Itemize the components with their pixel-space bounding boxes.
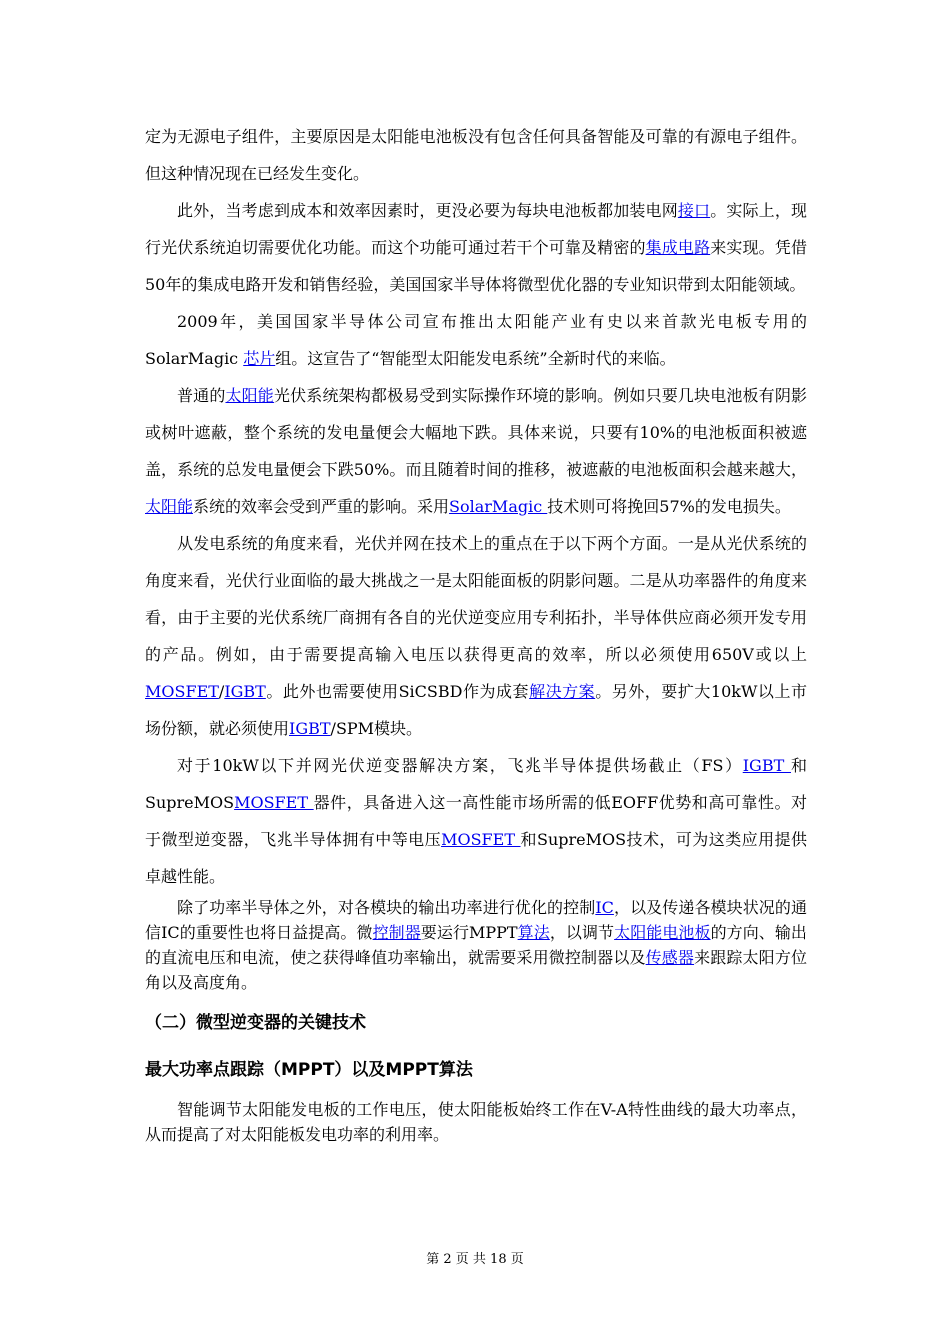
paragraph-text: 来跟踪太阳方位角以及高度角。 xyxy=(145,948,807,992)
paragraph-text: 从发电系统的角度来看，光伏并网在技术上的重点在于以下两个方面。一是从光伏系统的角度来看，光伏行业面临的最大挑战之一是太阳能面板的阴影问题。二是从功率器件的角度来看，由于主要的光伏系统厂商拥有各自的光伏逆变应用专利拓扑，半导体供应商必须开发专用的产品。例如，由于需要提高输入电压以获得更高的效率，所以必须使用650V或以上 xyxy=(145,534,807,664)
paragraph-text: 除了功率半导体之外，对各模块的输出功率进行优化的控制 xyxy=(177,898,596,917)
inline-link[interactable]: 太阳能电池板 xyxy=(614,923,711,942)
paragraph-text: 。实际上，现行光伏系统迫切需要优化功能。而这个功能可通过若干个可靠及精密的 xyxy=(145,201,807,257)
inline-link[interactable]: IC xyxy=(595,898,614,917)
inline-link[interactable]: SolarMagic xyxy=(449,497,548,516)
paragraph-continuation xyxy=(145,118,807,192)
paragraph-fairchild-solution xyxy=(145,747,807,895)
inline-link[interactable]: MOSFET xyxy=(145,682,219,701)
inline-link[interactable]: 集成电路 xyxy=(645,238,711,257)
paragraph-interface-cost xyxy=(145,192,807,303)
paragraph-power-devices xyxy=(145,525,807,747)
inline-link[interactable]: IGBT xyxy=(742,756,791,775)
inline-link[interactable]: IGBT xyxy=(289,719,331,738)
paragraph-text: 组。这宣告了“智能型太阳能发电系统”全新时代的来临。 xyxy=(275,349,676,368)
paragraph-text: /SPM模块。 xyxy=(330,719,423,738)
paragraph-text: 光伏系统架构都极易受到实际操作环境的影响。例如只要几块电池板有阴影或树叶遮蔽，整个系统的发电量便会大幅地下跌。具体来说，只要有10%的电池板面积被遮盖，系统的总发电量便会下跌50%。而且随着时间的推移，被遮蔽的电池板面积会越来越大， xyxy=(145,386,807,479)
paragraph-solarmagic-launch xyxy=(145,303,807,377)
inline-link[interactable]: 解决方案 xyxy=(529,682,596,701)
paragraph-text: 定为无源电子组件，主要原因是太阳能电池板没有包含任何具备智能及可靠的有源电子组件。但这种情况现在已经发生变化。 xyxy=(145,127,807,183)
section-heading: （二）微型逆变器的关键技术 xyxy=(145,1013,366,1033)
paragraph-text: 器件，具备进入这一高性能市场所需的低EOFF优势和高可靠性。对于微型逆变器，飞兆半导体拥有中等电压 xyxy=(145,793,808,849)
paragraph-mppt-description: 智能调节太阳能发电板的工作电压，使太阳能板始终工作在V-A特性曲线的最大功率点，从而提高了对太阳能板发电功率的利用率。 xyxy=(145,1100,807,1144)
paragraph-text: 系统的效率会受到严重的影响。采用 xyxy=(193,497,450,516)
paragraph-text: 。另外，要扩大10kW以上市场份额，就必须使用 xyxy=(145,682,807,738)
inline-link[interactable]: 算法 xyxy=(517,923,550,942)
paragraph-text: ，以调节 xyxy=(549,923,615,942)
inline-link[interactable]: 太阳能 xyxy=(225,386,274,405)
paragraph-text: 普通的 xyxy=(177,386,226,405)
inline-link[interactable]: 太阳能 xyxy=(145,497,194,516)
inline-link[interactable]: IGBT xyxy=(224,682,266,701)
paragraph-control-ic xyxy=(145,895,807,995)
paragraph-text: ，以及传递各模块状况的通信IC的重要性也将日益提高。微 xyxy=(145,898,807,942)
inline-link[interactable]: MOSFET xyxy=(441,830,521,849)
inline-link[interactable]: 接口 xyxy=(677,201,711,220)
inline-link[interactable]: 控制器 xyxy=(372,923,421,942)
paragraph-text: 此外，当考虑到成本和效率因素时，更没必要为每块电池板都加装电网 xyxy=(177,201,678,220)
paragraph-text: 。此外也需要使用SiCSBD作为成套 xyxy=(265,682,530,701)
paragraph-text: 的方向、输出的直流电压和电流，使之获得峰值功率输出，就需要采用微控制器以及 xyxy=(145,923,807,967)
page-footer: 第 2 页 共 18 页 xyxy=(426,1252,524,1267)
page-content xyxy=(145,118,807,1147)
paragraph-text: 要运行MPPT xyxy=(420,923,518,942)
inline-link[interactable]: 传感器 xyxy=(645,948,695,967)
subsection-heading: 最大功率点跟踪（MPPT）以及MPPT算法 xyxy=(145,1060,473,1080)
paragraph-text: 和SupreMOS xyxy=(145,756,807,812)
paragraph-text: 和SupreMOS技术，可为这类应用提供卓越性能。 xyxy=(145,830,807,886)
paragraph-text: 来实现。凭借50年的集成电路开发和销售经验，美国国家半导体将微型优化器的专业知识带到太阳能领域。 xyxy=(145,238,807,294)
paragraph-text: / xyxy=(218,682,225,701)
paragraph-text: 2009年，美国国家半导体公司宣布推出太阳能产业有史以来首款光电板专用的SolarMagic xyxy=(145,312,807,368)
paragraph-text: 技术则可将挽回57%的发电损失。 xyxy=(547,497,791,516)
paragraph-text: 对于10kW以下并网光伏逆变器解决方案，飞兆半导体提供场截止（FS） xyxy=(177,756,743,775)
paragraph-shading-impact xyxy=(145,377,807,525)
inline-link[interactable]: 芯片 xyxy=(243,349,276,368)
inline-link[interactable]: MOSFET xyxy=(234,793,314,812)
